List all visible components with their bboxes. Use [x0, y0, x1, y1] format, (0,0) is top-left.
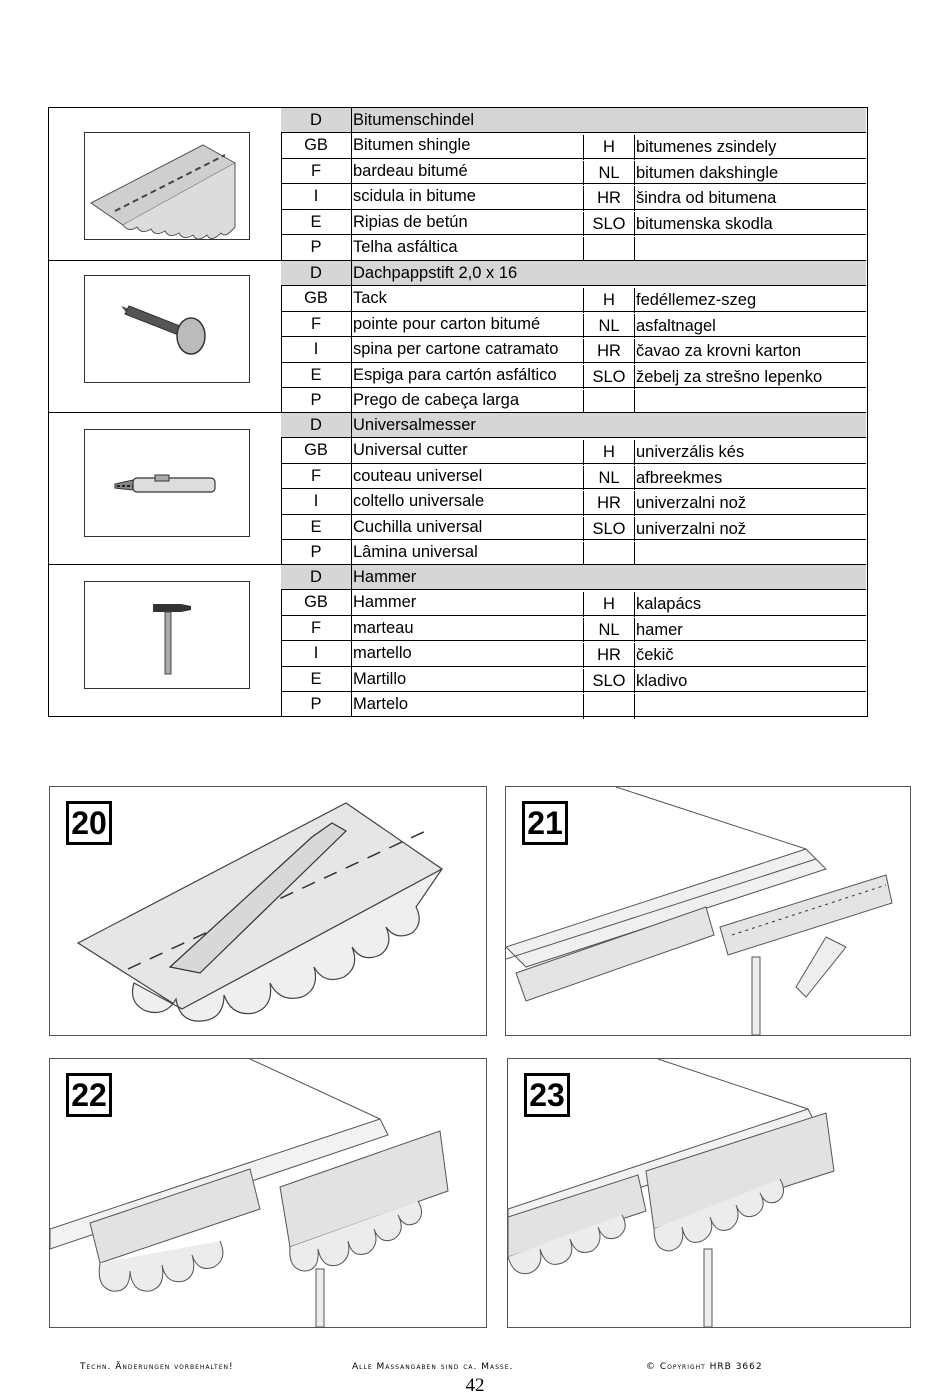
part-name: Telha asfáltica: [353, 238, 458, 256]
tacking-shingle-illustration: [506, 787, 910, 1035]
part-name: Prego de cabeça larga: [353, 391, 520, 409]
step-figure-22: [49, 1058, 487, 1328]
footer-copyright: © Copyright HRB 3662: [646, 1362, 763, 1372]
lang-code: HR: [583, 186, 635, 210]
part-translation: kalapács: [636, 595, 702, 614]
lang-code: P: [281, 540, 352, 565]
part-header-row: [281, 565, 866, 590]
part-translation-row: [281, 312, 866, 337]
part-translation-row: [281, 692, 866, 717]
part-translation: bitumen dakshingle: [636, 163, 779, 182]
tack-nail-icon: [85, 276, 249, 382]
utility-knife-icon: [85, 430, 249, 536]
part-translation: fedéllemez-szeg: [636, 291, 757, 310]
lang-code: H: [583, 592, 635, 616]
part-translation-row: [281, 464, 866, 489]
lang-code: HR: [583, 491, 635, 515]
part-translation: kladivo: [636, 671, 688, 690]
lang-code: F: [281, 616, 352, 640]
part-name: coltello universale: [353, 492, 485, 511]
part-name: spina per cartone catramato: [353, 340, 559, 359]
lang-code: NL: [583, 466, 635, 490]
lang-code: I: [281, 337, 352, 361]
part-name: Ripias de betún: [353, 212, 468, 231]
part-name: pointe pour carton bitumé: [353, 314, 541, 333]
part-name: Bitumen shingle: [353, 136, 471, 155]
lang-code: H: [583, 135, 635, 159]
part-translation: žebelj za strešno lepenko: [636, 367, 823, 386]
step-number-badge: 22: [66, 1073, 112, 1117]
part-image-frame: [84, 581, 250, 689]
part-translation-row: [281, 590, 866, 615]
part-group-shingle: [49, 108, 866, 260]
lang-code: GB: [281, 133, 352, 157]
step-figure-23: [507, 1058, 911, 1328]
part-translation-row: [281, 515, 866, 540]
part-translation-row: [281, 438, 866, 463]
lang-code: F: [281, 312, 352, 336]
part-translation-row: [281, 159, 866, 184]
lang-code: HR: [583, 339, 635, 363]
lang-code: E: [281, 210, 352, 234]
shingle-rows-illustration: [508, 1059, 910, 1327]
lang-code: P: [281, 235, 352, 260]
lang-code: F: [281, 464, 352, 488]
part-name: martello: [353, 644, 412, 663]
lang-code: E: [281, 515, 352, 539]
part-translation-row: [281, 616, 866, 641]
lang-code: SLO: [583, 517, 635, 541]
part-translation-row: [281, 235, 866, 260]
part-name: Universalmesser: [353, 416, 476, 434]
part-group-tack: [49, 260, 866, 413]
lang-code: [583, 237, 635, 262]
part-name: Martelo: [353, 695, 409, 713]
cutting-shingle-illustration: [50, 787, 486, 1035]
part-translation: univerzális kés: [636, 443, 745, 462]
footer-disclaimer: Techn. Änderungen vorbehalten!: [80, 1362, 234, 1372]
part-translation: čavao za krovni karton: [636, 342, 802, 361]
part-name: Espiga para cartón asfáltico: [353, 365, 557, 384]
lang-code: E: [281, 363, 352, 387]
lang-code: NL: [583, 618, 635, 642]
part-translation: asfaltnagel: [636, 316, 716, 335]
hammer-icon: [85, 582, 249, 688]
lang-code: I: [281, 184, 352, 208]
step-number-badge: 20: [66, 801, 112, 845]
part-name: scidula in bitume: [353, 187, 476, 206]
part-name: Bitumenschindel: [353, 111, 475, 129]
lang-code: I: [281, 489, 352, 513]
lang-code: D: [281, 413, 352, 437]
part-name: Lâmina universal: [353, 543, 478, 561]
part-group-knife: [49, 412, 866, 565]
part-name: couteau universel: [353, 466, 483, 485]
part-translation-row: [281, 641, 866, 666]
part-name: bardeau bitumé: [353, 161, 468, 180]
part-image-cell: [49, 565, 282, 716]
part-image-frame: [84, 429, 250, 537]
part-translation-row: [281, 184, 866, 209]
step-number-badge: 23: [524, 1073, 570, 1117]
part-name: Tack: [353, 289, 387, 308]
step-figure-21: [505, 786, 911, 1036]
part-translation-row: [281, 540, 866, 565]
part-translation-row: [281, 388, 866, 413]
part-translation-row: [281, 363, 866, 388]
lang-code: P: [281, 692, 352, 717]
lang-code: H: [583, 288, 635, 312]
part-header-row: [281, 413, 866, 438]
part-header-row: [281, 108, 866, 133]
part-translation-row: [281, 337, 866, 362]
lang-code: HR: [583, 643, 635, 667]
part-image-frame: [84, 275, 250, 383]
footer-measurements-note: Alle Massangaben sind ca. Masse.: [352, 1362, 514, 1372]
part-name: marteau: [353, 618, 414, 637]
lang-code: SLO: [583, 669, 635, 693]
lang-code: P: [281, 388, 352, 413]
lang-code: SLO: [583, 365, 635, 389]
part-translation: čekič: [636, 646, 674, 665]
part-group-hammer: [49, 564, 866, 716]
lang-code: [583, 694, 635, 719]
part-name: Hammer: [353, 568, 417, 586]
lang-code: SLO: [583, 212, 635, 236]
lang-code: NL: [583, 314, 635, 338]
page-number: 42: [465, 1375, 485, 1396]
lang-code: H: [583, 440, 635, 464]
part-name: Universal cutter: [353, 441, 468, 460]
part-name: Dachpappstift 2,0 x 16: [353, 264, 518, 282]
lang-code: GB: [281, 438, 352, 462]
bitumen-shingle-icon: [85, 133, 249, 239]
part-translation: bitumenes zsindely: [636, 138, 777, 157]
part-translation: univerzalni nož: [636, 519, 747, 538]
lang-code: I: [281, 641, 352, 665]
part-translation: hamer: [636, 620, 683, 639]
part-translation: bitumenska skodla: [636, 214, 773, 233]
lang-code: D: [281, 108, 352, 132]
part-name: Martillo: [353, 669, 407, 688]
parts-table: [48, 107, 868, 717]
part-translation: univerzalni nož: [636, 494, 747, 513]
part-image-cell: [49, 108, 282, 260]
step-number-badge: 21: [522, 801, 568, 845]
part-image-frame: [84, 132, 250, 240]
part-header-row: [281, 261, 866, 286]
lang-code: GB: [281, 286, 352, 310]
part-image-cell: [49, 413, 282, 565]
part-image-cell: [49, 261, 282, 413]
lang-code: D: [281, 565, 352, 589]
part-name: Hammer: [353, 593, 417, 612]
part-translation-row: [281, 489, 866, 514]
part-translation-row: [281, 667, 866, 692]
part-translation: šindra od bitumena: [636, 189, 777, 208]
lang-code: NL: [583, 161, 635, 185]
part-translation-row: [281, 133, 866, 158]
lang-code: E: [281, 667, 352, 691]
part-translation-row: [281, 286, 866, 311]
lang-code: GB: [281, 590, 352, 614]
part-translation: afbreekmes: [636, 468, 723, 487]
lang-code: D: [281, 261, 352, 285]
overlapping-shingle-illustration: [50, 1059, 486, 1327]
part-name: Cuchilla universal: [353, 517, 483, 536]
step-figure-20: [49, 786, 487, 1036]
part-translation-row: [281, 210, 866, 235]
lang-code: F: [281, 159, 352, 183]
